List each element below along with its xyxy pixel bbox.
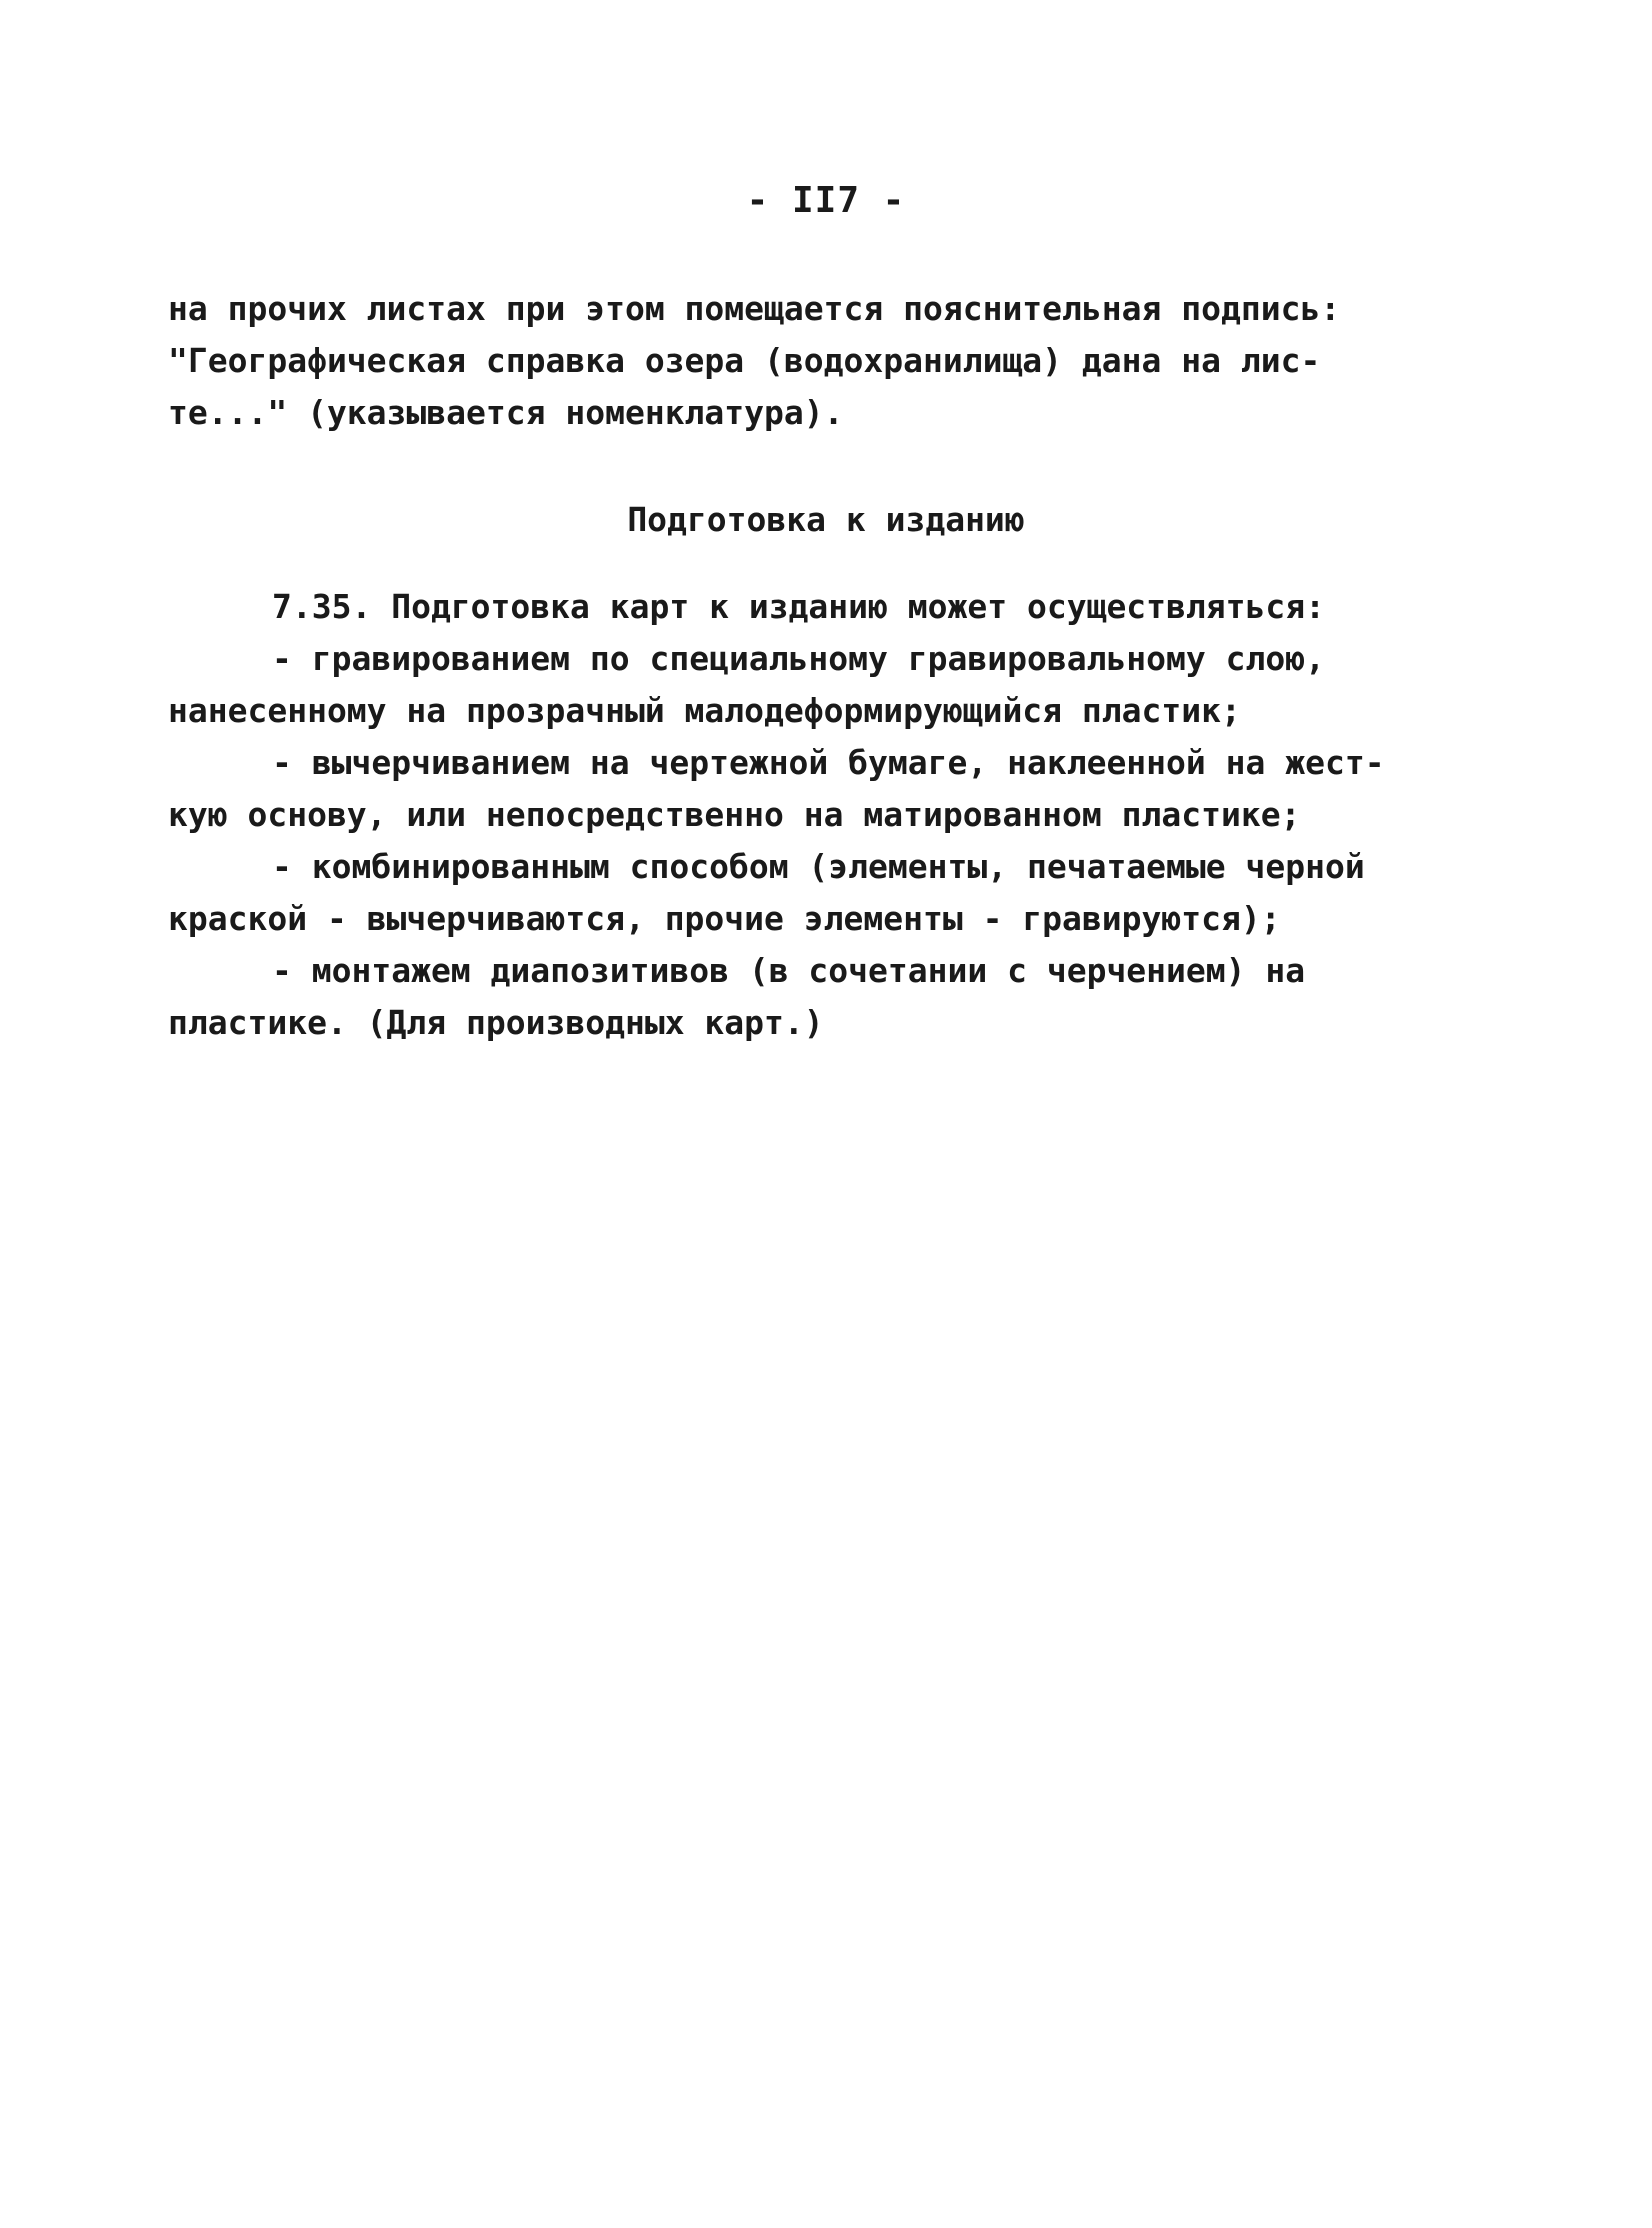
paragraph-line: - комбинированным способом (элементы, печатаемые черной <box>272 847 1365 886</box>
paragraph-line: нанесенному на прозрачный малодеформирующийся пластик; <box>168 691 1241 730</box>
paragraph-line: на прочих листах при этом помещается пояснительная подпись: <box>168 289 1341 328</box>
paragraph-line: 7.35. Подготовка карт к изданию может осуществляться: <box>272 587 1325 626</box>
page-number: - II7 - <box>746 180 906 221</box>
paragraph-line: пластике. (Для производных карт.) <box>168 1003 824 1042</box>
paragraph-line: - вычерчиванием на чертежной бумаге, наклеенной на жест- <box>272 743 1385 782</box>
paragraph-line: - гравированием по специальному гравировальному слою, <box>272 639 1325 678</box>
paragraph-line: "Географическая справка озера (водохранилища) дана на лис- <box>168 341 1321 380</box>
paragraph-line: - монтажем диапозитивов (в сочетании с черчением) на <box>272 951 1306 990</box>
section-heading: Подготовка к изданию <box>627 500 1025 539</box>
paragraph-line: кую основу, или непосредственно на матированном пластике; <box>168 795 1301 834</box>
paragraph-line: те..." (указывается номенклатура). <box>168 393 844 432</box>
paragraph-line: краской - вычерчиваются, прочие элементы - гравируются); <box>168 899 1281 938</box>
